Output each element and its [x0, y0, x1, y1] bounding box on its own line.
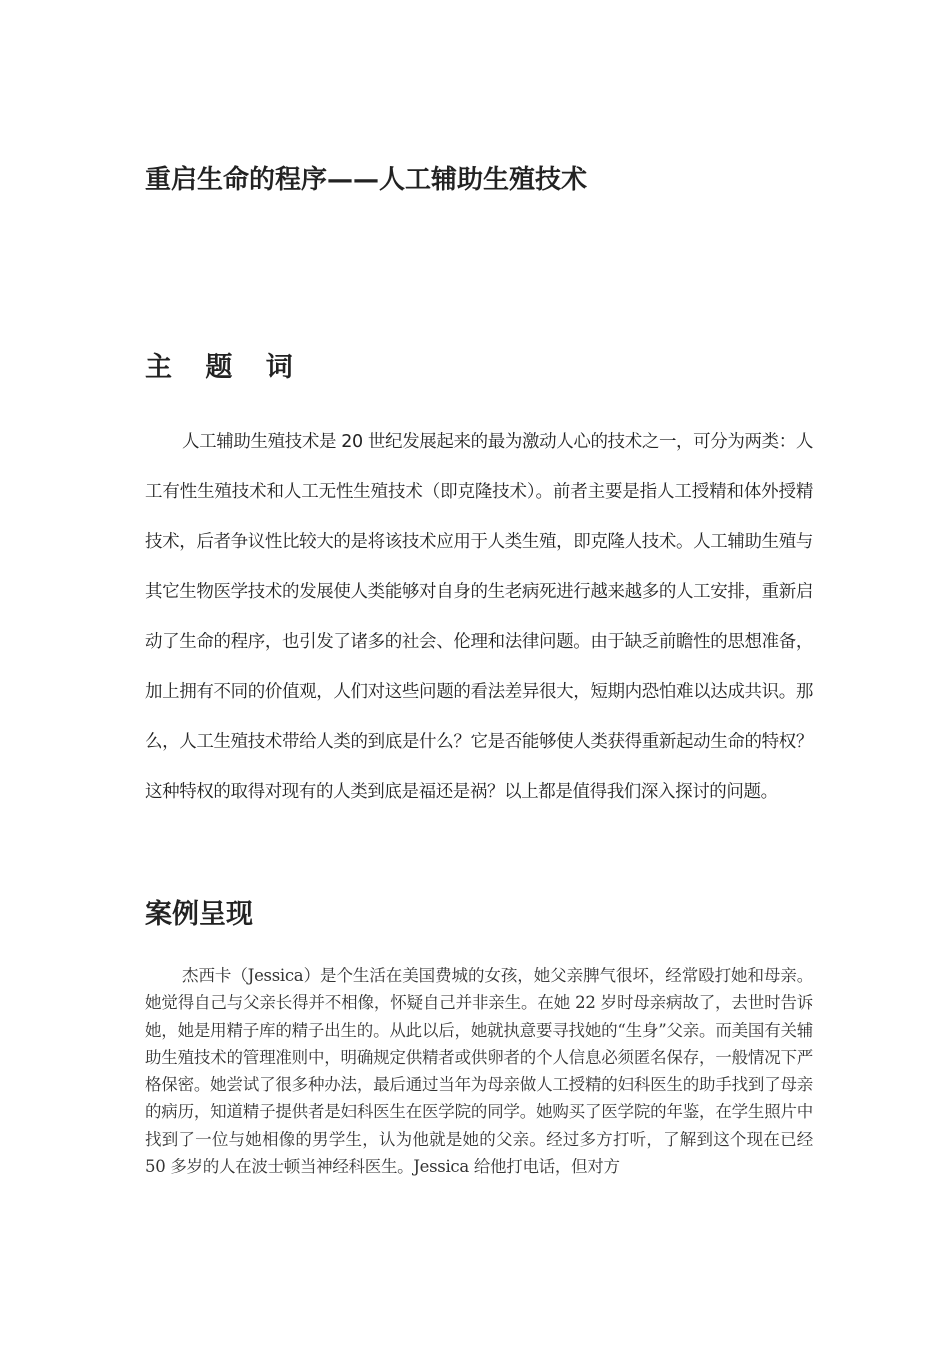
case-paragraph: 杰西卡（Jessica）是个生活在美国费城的女孩，她父亲脾气很坏，经常殴打她和母亲。她觉得自己与父亲长得并不相像，怀疑自己并非亲生。在她 22 岁时母亲病故了，去世时告诉她，她是用精子库的精子出生的。从此以后，她就执意要寻找她的“生身”父亲。而美国有关辅助生殖技术的管理准则中，明确规定供精者或供卵者的个人信息必须匿名保存，一般情况下严格保密。她尝试了很多种办法，最后通过当年为母亲做人工授精的妇科医生的助手找到了母亲的病历，知道精子提供者是妇科医生在医学院的同学。她购买了医学院的年鉴，在学生照片中找到了一位与她相像的男学生，认为他就是她的父亲。经过多方打听，了解到这个现在已经 50 多岁的人在波士顿当神经科医生。Jessica 给他打电话，但对方	[145, 966, 813, 1177]
section-heading-keywords: 主 题 词	[145, 352, 305, 383]
keywords-paragraph: 人工辅助生殖技术是 20 世纪发展起来的最为激动人心的技术之一，可分为两类：人工有性生殖技术和人工无性生殖技术（即克隆技术）。前者主要是指人工授精和体外授精技术，后者争议性比较大的是将该技术应用于人类生殖，即克隆人技术。人工辅助生殖与其它生物医学技术的发展使人类能够对自身的生老病死进行越来越多的人工安排，重新启动了生命的程序，也引发了诸多的社会、伦理和法律问题。由于缺乏前瞻性的思想准备，加上拥有不同的价值观，人们对这些问题的看法差异很大，短期内恐怕难以达成共识。那么，人工生殖技术带给人类的到底是什么？它是否能够使人类获得重新起动生命的特权？这种特权的取得对现有的人类到底是福还是祸？以上都是值得我们深入探讨的问题。	[145, 432, 813, 802]
document-title: 重启生命的程序——人工辅助生殖技术	[145, 165, 588, 195]
section-heading-case: 案例呈现	[145, 899, 253, 930]
